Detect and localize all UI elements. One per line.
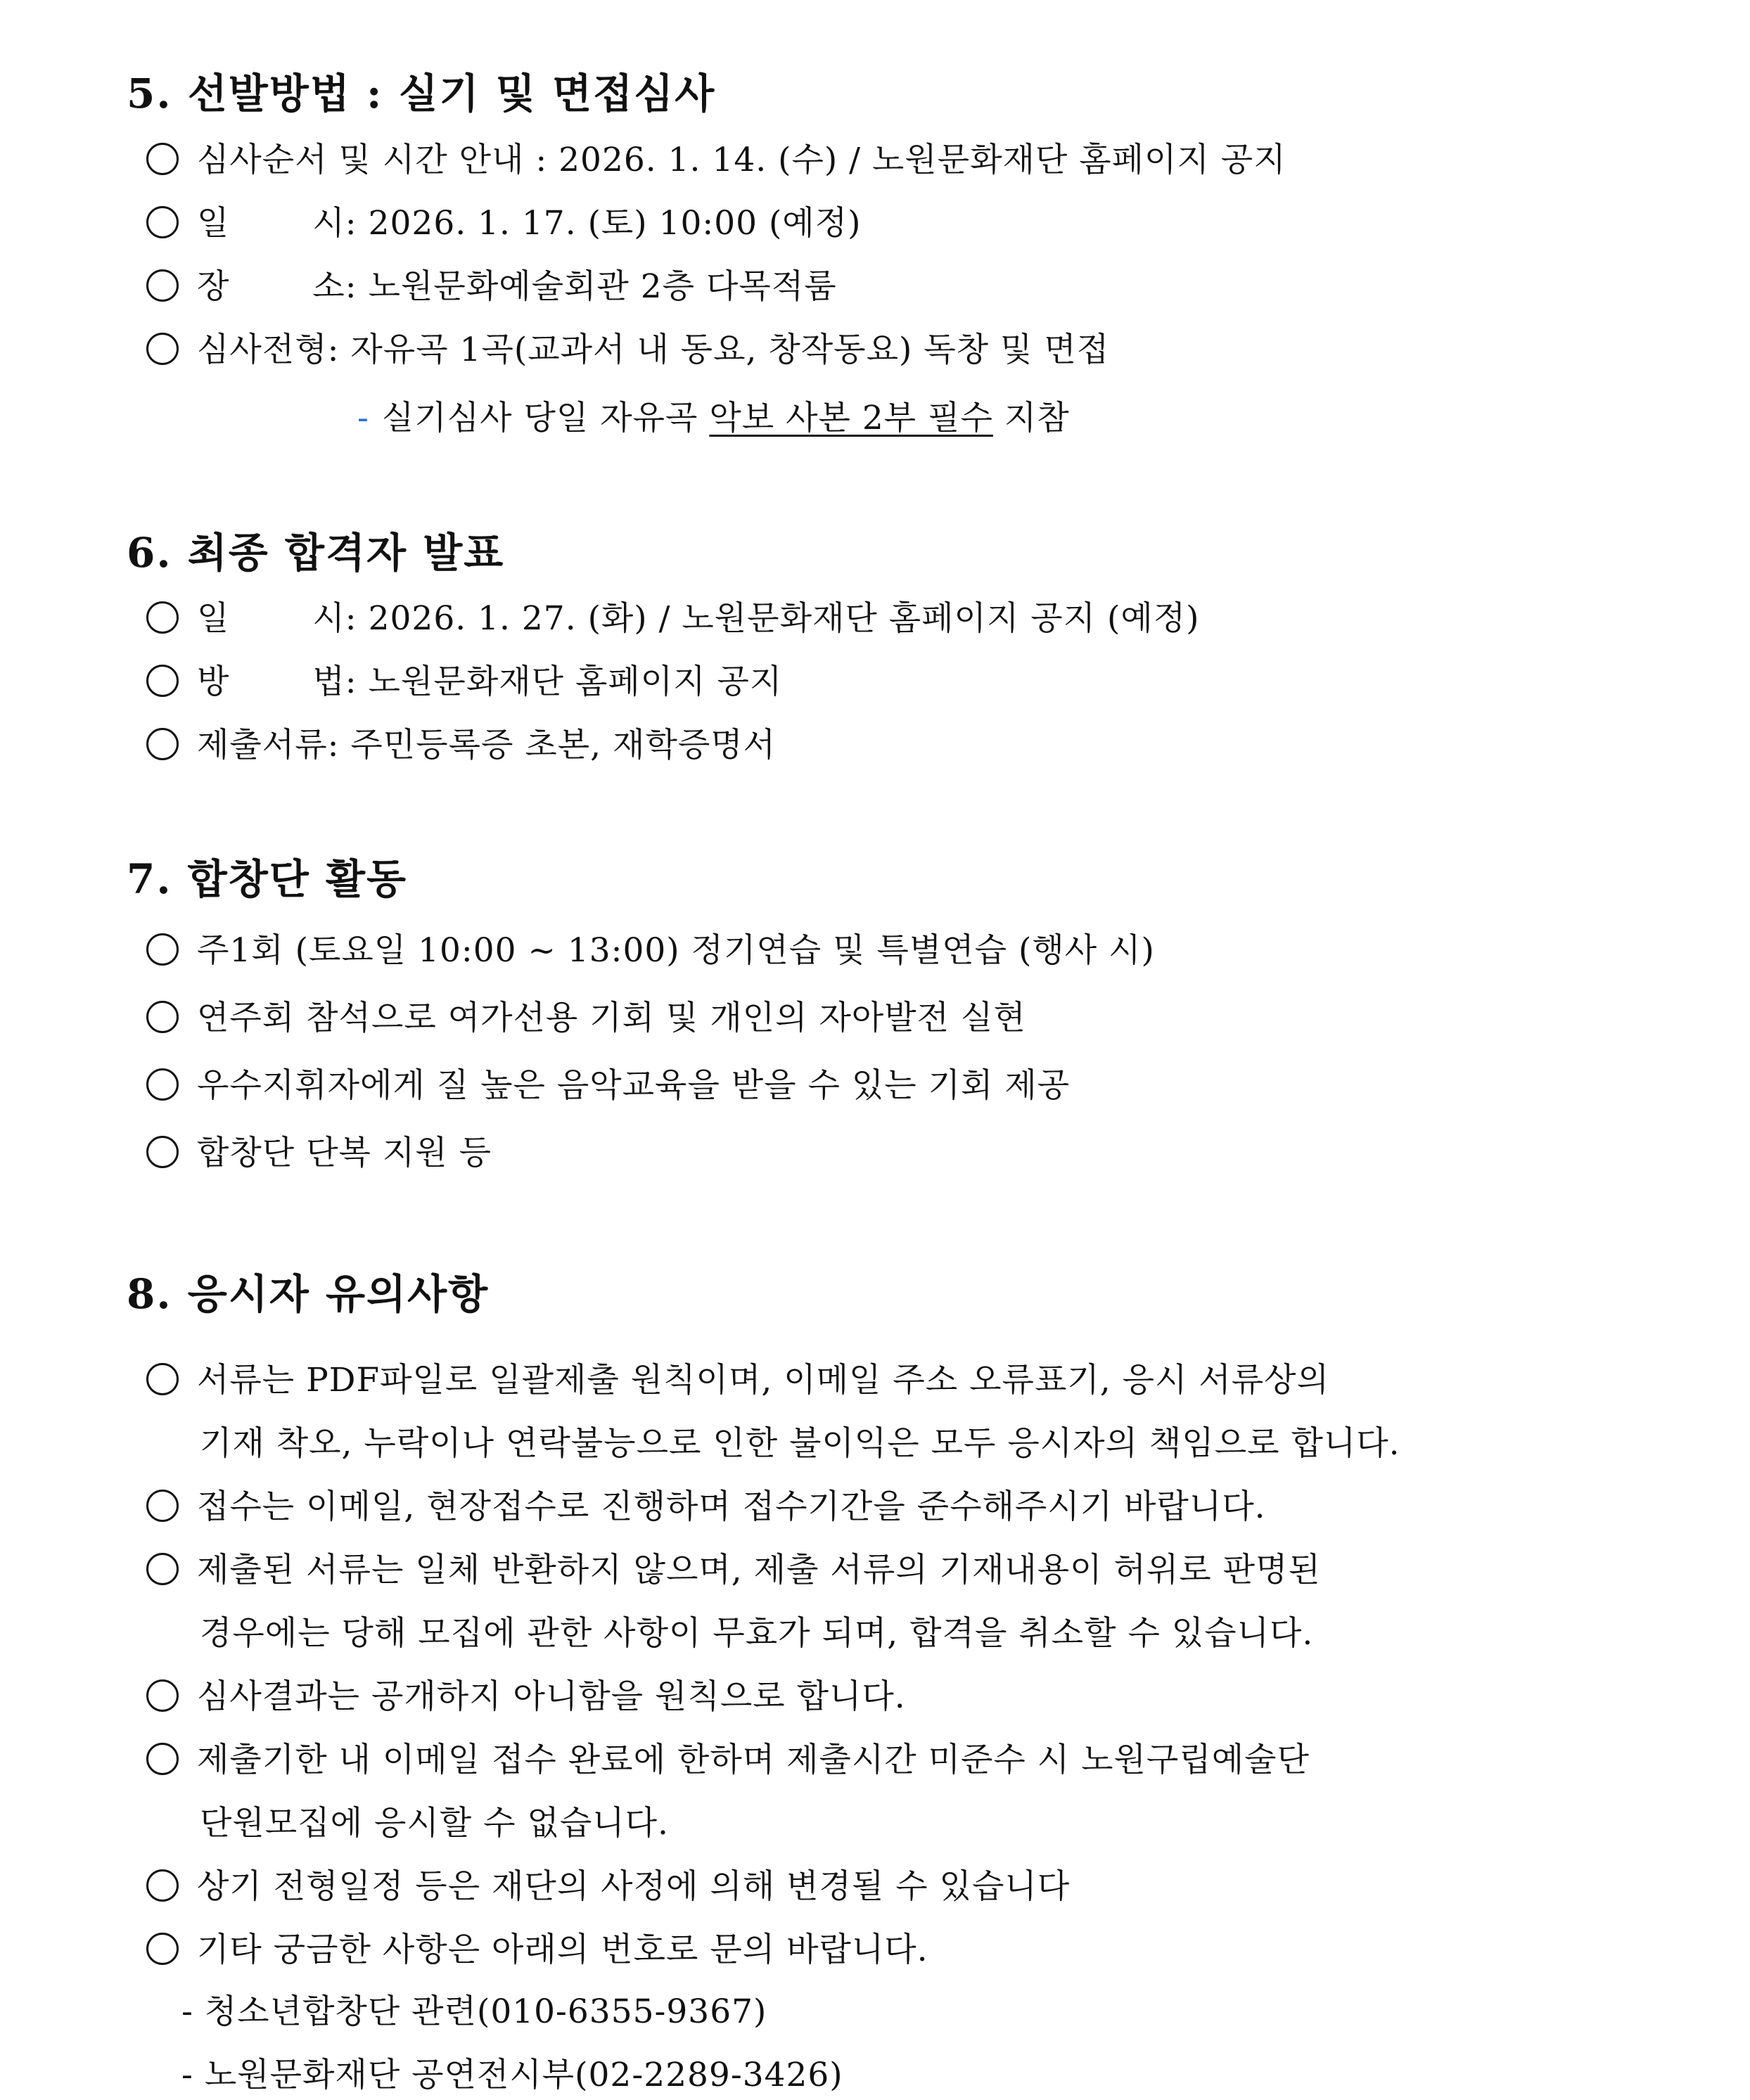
s7-item: 연주회 참석으로 여가선용 기회 및 개인의 자아발전 실현 (146, 994, 1026, 1043)
circle-bullet-icon (146, 1490, 179, 1522)
circle-bullet-icon (146, 206, 179, 238)
circle-bullet-icon (146, 333, 179, 365)
s8-item: 기타 궁금한 사항은 아래의 번호로 문의 바랍니다. (146, 1926, 928, 1975)
circle-bullet-icon (146, 1869, 179, 1902)
circle-bullet-icon (146, 1363, 179, 1395)
s8-item-continuation: 기재 착오, 누락이나 연락불능으로 인한 불이익은 모두 응시자의 책임으로 합니다. (200, 1424, 1400, 1463)
s6-date: 일 시: 2026. 1. 27. (화) / 노원문화재단 홈페이지 공지 (예정) (146, 594, 1199, 644)
circle-bullet-icon (146, 1068, 179, 1101)
s7-item: 합창단 단복 지원 등 (146, 1129, 492, 1178)
s8-contact-choir: - 청소년합창단 관련(010-6355-9367) (181, 1992, 767, 2031)
s5-date: 일 시: 2026. 1. 17. (토) 10:00 (예정) (146, 199, 861, 248)
circle-bullet-icon (146, 1679, 179, 1712)
s5-sheet-music-note: - 실기심사 당일 자유곡 악보 사본 2부 필수 지참 (357, 399, 1070, 437)
s8-item: 심사결과는 공개하지 아니함을 원칙으로 합니다. (146, 1672, 906, 1722)
circle-bullet-icon (146, 601, 179, 634)
s6-method: 방 법: 노원문화재단 홈페이지 공지 (146, 658, 782, 707)
section-5-heading: 5. 선발방법 : 실기 및 면접심사 (127, 70, 716, 117)
circle-bullet-icon (146, 143, 179, 175)
s5-screening-type: 심사전형: 자유곡 1곡(교과서 내 동요, 창작동요) 독창 및 면접 (146, 326, 1109, 375)
circle-bullet-icon (146, 933, 179, 966)
s7-item: 주1회 (토요일 10:00 ~ 13:00) 정기연습 및 특별연습 (행사 시) (146, 926, 1155, 975)
circle-bullet-icon (146, 728, 179, 760)
s5-schedule-info: 심사순서 및 시간 안내 : 2026. 1. 14. (수) / 노원문화재단 홈페이지 공지 (146, 136, 1286, 185)
circle-bullet-icon (146, 1933, 179, 1965)
section-7-heading: 7. 합창단 활동 (127, 855, 408, 903)
circle-bullet-icon (146, 665, 179, 697)
section-6-heading: 6. 최종 합격자 발표 (127, 529, 505, 577)
s5-place: 장 소: 노원문화예술회관 2층 다목적룸 (146, 262, 837, 312)
section-8-heading: 8. 응시자 유의사항 (127, 1270, 490, 1318)
circle-bullet-icon (146, 1001, 179, 1033)
s8-item-continuation: 경우에는 당해 모집에 관한 사항이 무효가 되며, 합격을 취소할 수 있습니다. (200, 1614, 1314, 1653)
s7-item: 우수지휘자에게 질 높은 음악교육을 받을 수 있는 기회 제공 (146, 1061, 1070, 1110)
circle-bullet-icon (146, 1553, 179, 1585)
circle-bullet-icon (146, 1136, 179, 1168)
s8-item: 제출기한 내 이메일 접수 완료에 한하며 제출시간 미준수 시 노원구립예술단 (146, 1736, 1310, 1785)
s6-documents: 제출서류: 주민등록증 초본, 재학증명서 (146, 721, 776, 770)
s8-contact-foundation: - 노원문화재단 공연전시부(02-2289-3426) (181, 2056, 843, 2094)
s8-item: 상기 전형일정 등은 재단의 사정에 의해 변경될 수 있습니다 (146, 1862, 1070, 1912)
s8-item: 접수는 이메일, 현장접수로 진행하며 접수기간을 준수해주시기 바랍니다. (146, 1483, 1266, 1532)
s8-item: 제출된 서류는 일체 반환하지 않으며, 제출 서류의 기재내용이 허위로 판명된 (146, 1546, 1321, 1595)
s8-item-continuation: 단원모집에 응시할 수 없습니다. (200, 1804, 669, 1843)
circle-bullet-icon (146, 269, 179, 302)
s8-item: 서류는 PDF파일로 일괄제출 원칙이며, 이메일 주소 오류표기, 응시 서류상의 (146, 1356, 1329, 1405)
circle-bullet-icon (146, 1743, 179, 1775)
